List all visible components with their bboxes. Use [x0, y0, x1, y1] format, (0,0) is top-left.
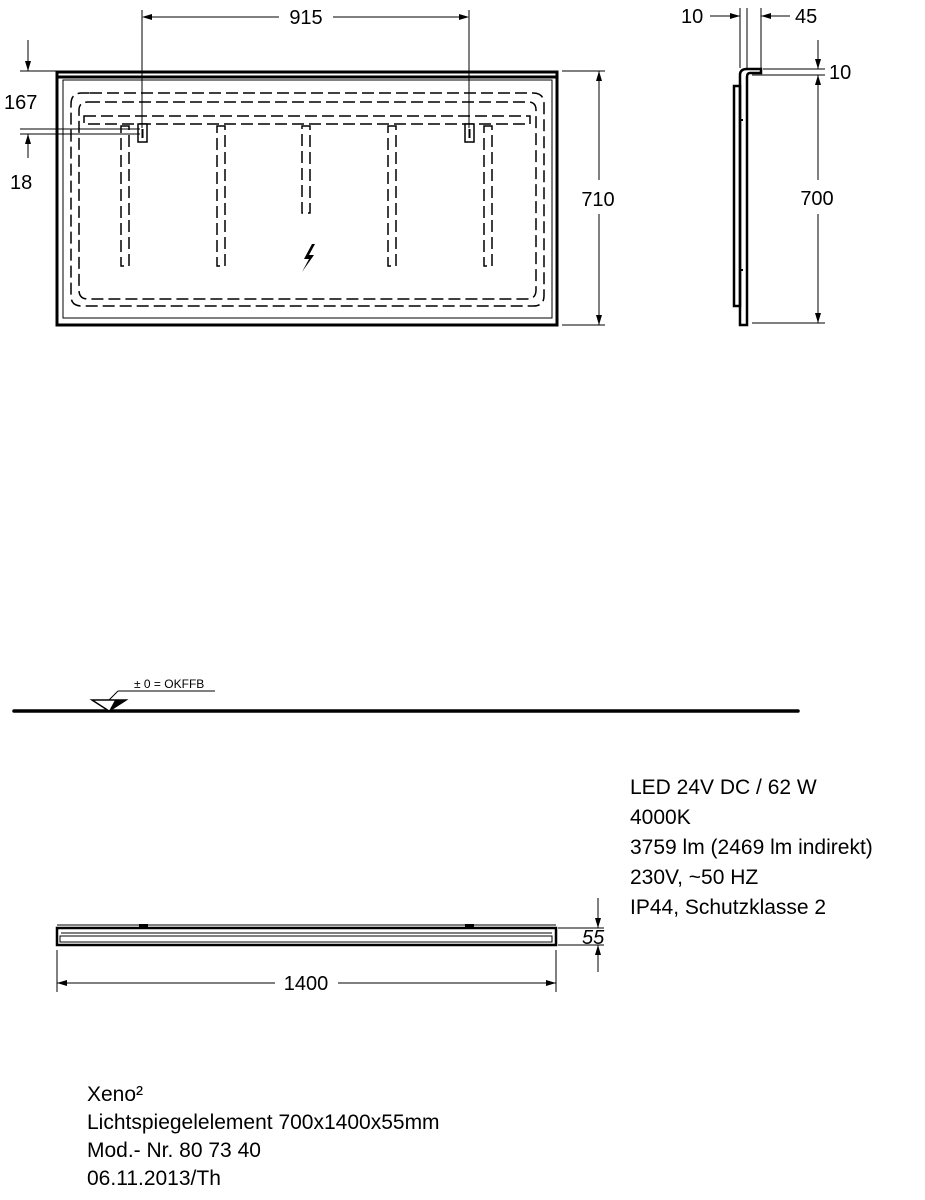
led-bar	[121, 126, 129, 266]
spec-voltage: 230V, ~50 HZ	[630, 866, 759, 889]
led-bar	[302, 126, 310, 213]
drawing-date: 06.11.2013/Th	[87, 1167, 221, 1190]
width-dim-label: 915	[289, 7, 323, 29]
lightning-bolt-icon	[302, 244, 315, 272]
side-right-dim-label: 45	[795, 6, 818, 28]
spec-led-power: LED 24V DC / 62 W	[630, 776, 817, 799]
floor-reference	[14, 677, 798, 711]
spec-color-temp: 4000K	[630, 806, 691, 829]
spec-protection: IP44, Schutzklasse 2	[630, 896, 827, 919]
side-mounting-plate	[734, 86, 740, 306]
model-number: Mod.- Nr. 80 73 40	[87, 1139, 261, 1162]
bottom-view	[57, 898, 605, 995]
height-dim-label: 710	[581, 189, 615, 211]
mounting-rail	[84, 116, 530, 124]
led-bar	[484, 126, 492, 266]
product-name: Xeno²	[87, 1083, 144, 1106]
title-block	[87, 1081, 440, 1193]
side-profile	[740, 69, 761, 325]
product-description: Lichtspiegelelement 700x1400x55mm	[87, 1111, 440, 1134]
specs-block	[630, 773, 873, 923]
bracket-dim-label: 18	[10, 172, 33, 194]
length-dim-label: 1400	[283, 973, 329, 995]
depth-dim-label: 55	[582, 927, 605, 949]
spec-luminous-flux: 3759 lm (2469 lm indirekt)	[630, 836, 873, 859]
side-height-dim-label: 700	[800, 188, 834, 210]
mirror-outer-frame	[57, 72, 557, 325]
led-bar	[217, 126, 225, 266]
side-left-dim-label: 10	[681, 6, 704, 28]
led-bar	[388, 126, 396, 266]
bottom-profile-inner	[60, 936, 552, 942]
side-view	[681, 6, 851, 325]
front-view	[4, 7, 615, 325]
side-top-dim-label: 10	[829, 62, 852, 84]
floor-reference-label: ± 0 = OKFFB	[134, 677, 205, 691]
top-offset-dim-label: 167	[4, 92, 38, 114]
